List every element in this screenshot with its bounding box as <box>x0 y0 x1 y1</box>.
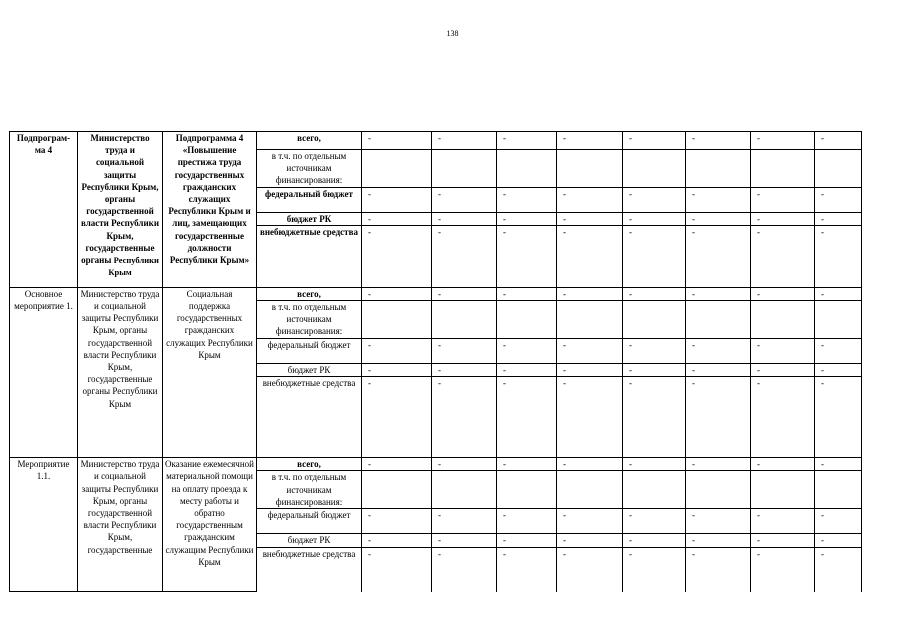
value-cell: - <box>497 212 557 225</box>
source-including: в т.ч. по отдельным источникам финансирования: <box>257 471 362 509</box>
value-cell: - <box>557 377 623 458</box>
value-cell: - <box>497 187 557 212</box>
value-cell: - <box>557 458 623 471</box>
program-name-cell: Социальная поддержка государственных гражданских служащих Республики Крым <box>163 287 257 457</box>
value-cell: - <box>497 287 557 300</box>
value-cell: - <box>815 534 862 547</box>
value-cell: - <box>362 287 432 300</box>
value-cell: - <box>751 509 815 534</box>
value-cell <box>815 301 862 339</box>
value-cell: - <box>362 547 432 592</box>
value-cell: - <box>686 225 751 287</box>
value-cell: - <box>686 287 751 300</box>
value-cell: - <box>497 509 557 534</box>
value-cell: - <box>623 547 686 592</box>
value-cell: - <box>686 547 751 592</box>
source-rk: бюджет РК <box>257 534 362 547</box>
value-cell <box>751 301 815 339</box>
value-cell: - <box>432 132 497 150</box>
value-cell: - <box>751 458 815 471</box>
value-cell: - <box>623 287 686 300</box>
value-cell: - <box>497 377 557 458</box>
value-cell: - <box>686 509 751 534</box>
value-cell: - <box>362 225 432 287</box>
value-cell: - <box>623 339 686 364</box>
value-cell <box>686 471 751 509</box>
value-cell: - <box>751 187 815 212</box>
value-cell <box>362 150 432 188</box>
value-cell: - <box>497 534 557 547</box>
value-cell: - <box>623 377 686 458</box>
value-cell: - <box>362 339 432 364</box>
value-cell: - <box>751 547 815 592</box>
value-cell: - <box>497 364 557 377</box>
value-cell: - <box>557 187 623 212</box>
source-federal: федеральный бюджет <box>257 187 362 212</box>
value-cell: - <box>751 287 815 300</box>
value-cell: - <box>432 458 497 471</box>
value-cell: - <box>362 509 432 534</box>
value-cell <box>686 301 751 339</box>
program-code-cell: Мероприятие 1.1. <box>10 458 78 592</box>
value-cell <box>432 471 497 509</box>
value-cell <box>815 471 862 509</box>
value-cell <box>623 301 686 339</box>
value-cell <box>432 150 497 188</box>
value-cell <box>751 150 815 188</box>
value-cell: - <box>815 458 862 471</box>
value-cell <box>751 471 815 509</box>
value-cell <box>623 150 686 188</box>
value-cell <box>557 471 623 509</box>
table-row <box>10 458 862 471</box>
value-cell <box>497 150 557 188</box>
value-cell: - <box>557 547 623 592</box>
source-total: всего, <box>257 287 362 300</box>
value-cell: - <box>686 377 751 458</box>
value-cell: - <box>557 132 623 150</box>
value-cell: - <box>686 458 751 471</box>
source-federal: федеральный бюджет <box>257 339 362 364</box>
value-cell: - <box>497 225 557 287</box>
value-cell: - <box>432 377 497 458</box>
value-cell <box>557 301 623 339</box>
value-cell: - <box>432 287 497 300</box>
value-cell: - <box>686 212 751 225</box>
value-cell: - <box>497 132 557 150</box>
value-cell <box>362 301 432 339</box>
value-cell: - <box>623 509 686 534</box>
value-cell: - <box>815 509 862 534</box>
value-cell: - <box>362 132 432 150</box>
value-cell: - <box>751 534 815 547</box>
value-cell: - <box>815 225 862 287</box>
value-cell: - <box>432 187 497 212</box>
value-cell <box>815 150 862 188</box>
value-cell: - <box>432 212 497 225</box>
value-cell <box>623 471 686 509</box>
value-cell <box>497 471 557 509</box>
value-cell: - <box>815 339 862 364</box>
value-cell: - <box>815 547 862 592</box>
source-extra: внебюджетные средства <box>257 225 362 287</box>
value-cell: - <box>497 547 557 592</box>
source-extra: внебюджетные средства <box>257 377 362 458</box>
value-cell <box>362 471 432 509</box>
value-cell: - <box>362 187 432 212</box>
program-code-cell: Подпрограм-ма 4 <box>10 132 78 288</box>
value-cell: - <box>686 132 751 150</box>
value-cell: - <box>815 212 862 225</box>
value-cell: - <box>362 377 432 458</box>
value-cell: - <box>362 458 432 471</box>
value-cell: - <box>557 212 623 225</box>
table-row <box>10 287 862 300</box>
value-cell: - <box>432 534 497 547</box>
value-cell: - <box>432 225 497 287</box>
value-cell: - <box>557 339 623 364</box>
value-cell: - <box>557 534 623 547</box>
executor-cell: Министерство труда и социальной защиты Республики Крым, органы государственной власти Республики Крым, государственные органы Республики Крым <box>78 132 163 288</box>
source-federal: федеральный бюджет <box>257 509 362 534</box>
executor-cell: Министерство труда и социальной защиты Республики Крым, органы государственной власти Республики Крым, государственные <box>78 458 163 592</box>
budget-table <box>9 131 862 592</box>
page-number: 138 <box>446 29 459 38</box>
source-rk: бюджет РК <box>257 364 362 377</box>
value-cell: - <box>751 132 815 150</box>
program-code-cell: Основное мероприятие 1. <box>10 287 78 457</box>
value-cell: - <box>497 339 557 364</box>
value-cell: - <box>362 364 432 377</box>
value-cell: - <box>686 534 751 547</box>
value-cell: - <box>751 212 815 225</box>
value-cell: - <box>557 287 623 300</box>
value-cell: - <box>686 187 751 212</box>
source-including: в т.ч. по отдельным источникам финансирования: <box>257 301 362 339</box>
value-cell <box>432 301 497 339</box>
value-cell <box>686 150 751 188</box>
value-cell: - <box>623 225 686 287</box>
source-including: в т.ч. по отдельным источникам финансирования: <box>257 150 362 188</box>
value-cell: - <box>815 364 862 377</box>
value-cell: - <box>815 187 862 212</box>
value-cell: - <box>557 509 623 534</box>
value-cell: - <box>362 534 432 547</box>
executor-cell: Министерство труда и социальной защиты Республики Крым, органы государственной власти Республики Крым, государственные органы Республики Крым <box>78 287 163 457</box>
program-name-cell: Подпрограмма 4 «Повышение престижа труда государственных гражданских служащих Республики Крым и лиц, замещающих государственные должности Республики Крым» <box>163 132 257 288</box>
value-cell: - <box>623 534 686 547</box>
value-cell: - <box>362 212 432 225</box>
source-total: всего, <box>257 132 362 150</box>
value-cell: - <box>686 339 751 364</box>
source-total: всего, <box>257 458 362 471</box>
value-cell: - <box>623 212 686 225</box>
value-cell: - <box>557 225 623 287</box>
value-cell: - <box>751 364 815 377</box>
value-cell: - <box>432 364 497 377</box>
value-cell: - <box>686 364 751 377</box>
value-cell: - <box>432 547 497 592</box>
value-cell: - <box>623 132 686 150</box>
table-row <box>10 132 862 150</box>
value-cell: - <box>815 287 862 300</box>
value-cell: - <box>557 364 623 377</box>
value-cell <box>557 150 623 188</box>
value-cell: - <box>751 225 815 287</box>
value-cell: - <box>623 364 686 377</box>
source-extra: внебюджетные средства <box>257 547 362 592</box>
value-cell: - <box>751 377 815 458</box>
source-rk: бюджет РК <box>257 212 362 225</box>
value-cell: - <box>623 458 686 471</box>
value-cell: - <box>623 187 686 212</box>
value-cell <box>497 301 557 339</box>
value-cell: - <box>815 132 862 150</box>
value-cell: - <box>751 339 815 364</box>
value-cell: - <box>432 509 497 534</box>
value-cell: - <box>432 339 497 364</box>
program-name-cell: Оказание ежемесячной материальной помощи на оплату проезда к месту работы и обратно государственным гражданским служащим Республики Крым <box>163 458 257 592</box>
value-cell: - <box>497 458 557 471</box>
value-cell: - <box>815 377 862 458</box>
